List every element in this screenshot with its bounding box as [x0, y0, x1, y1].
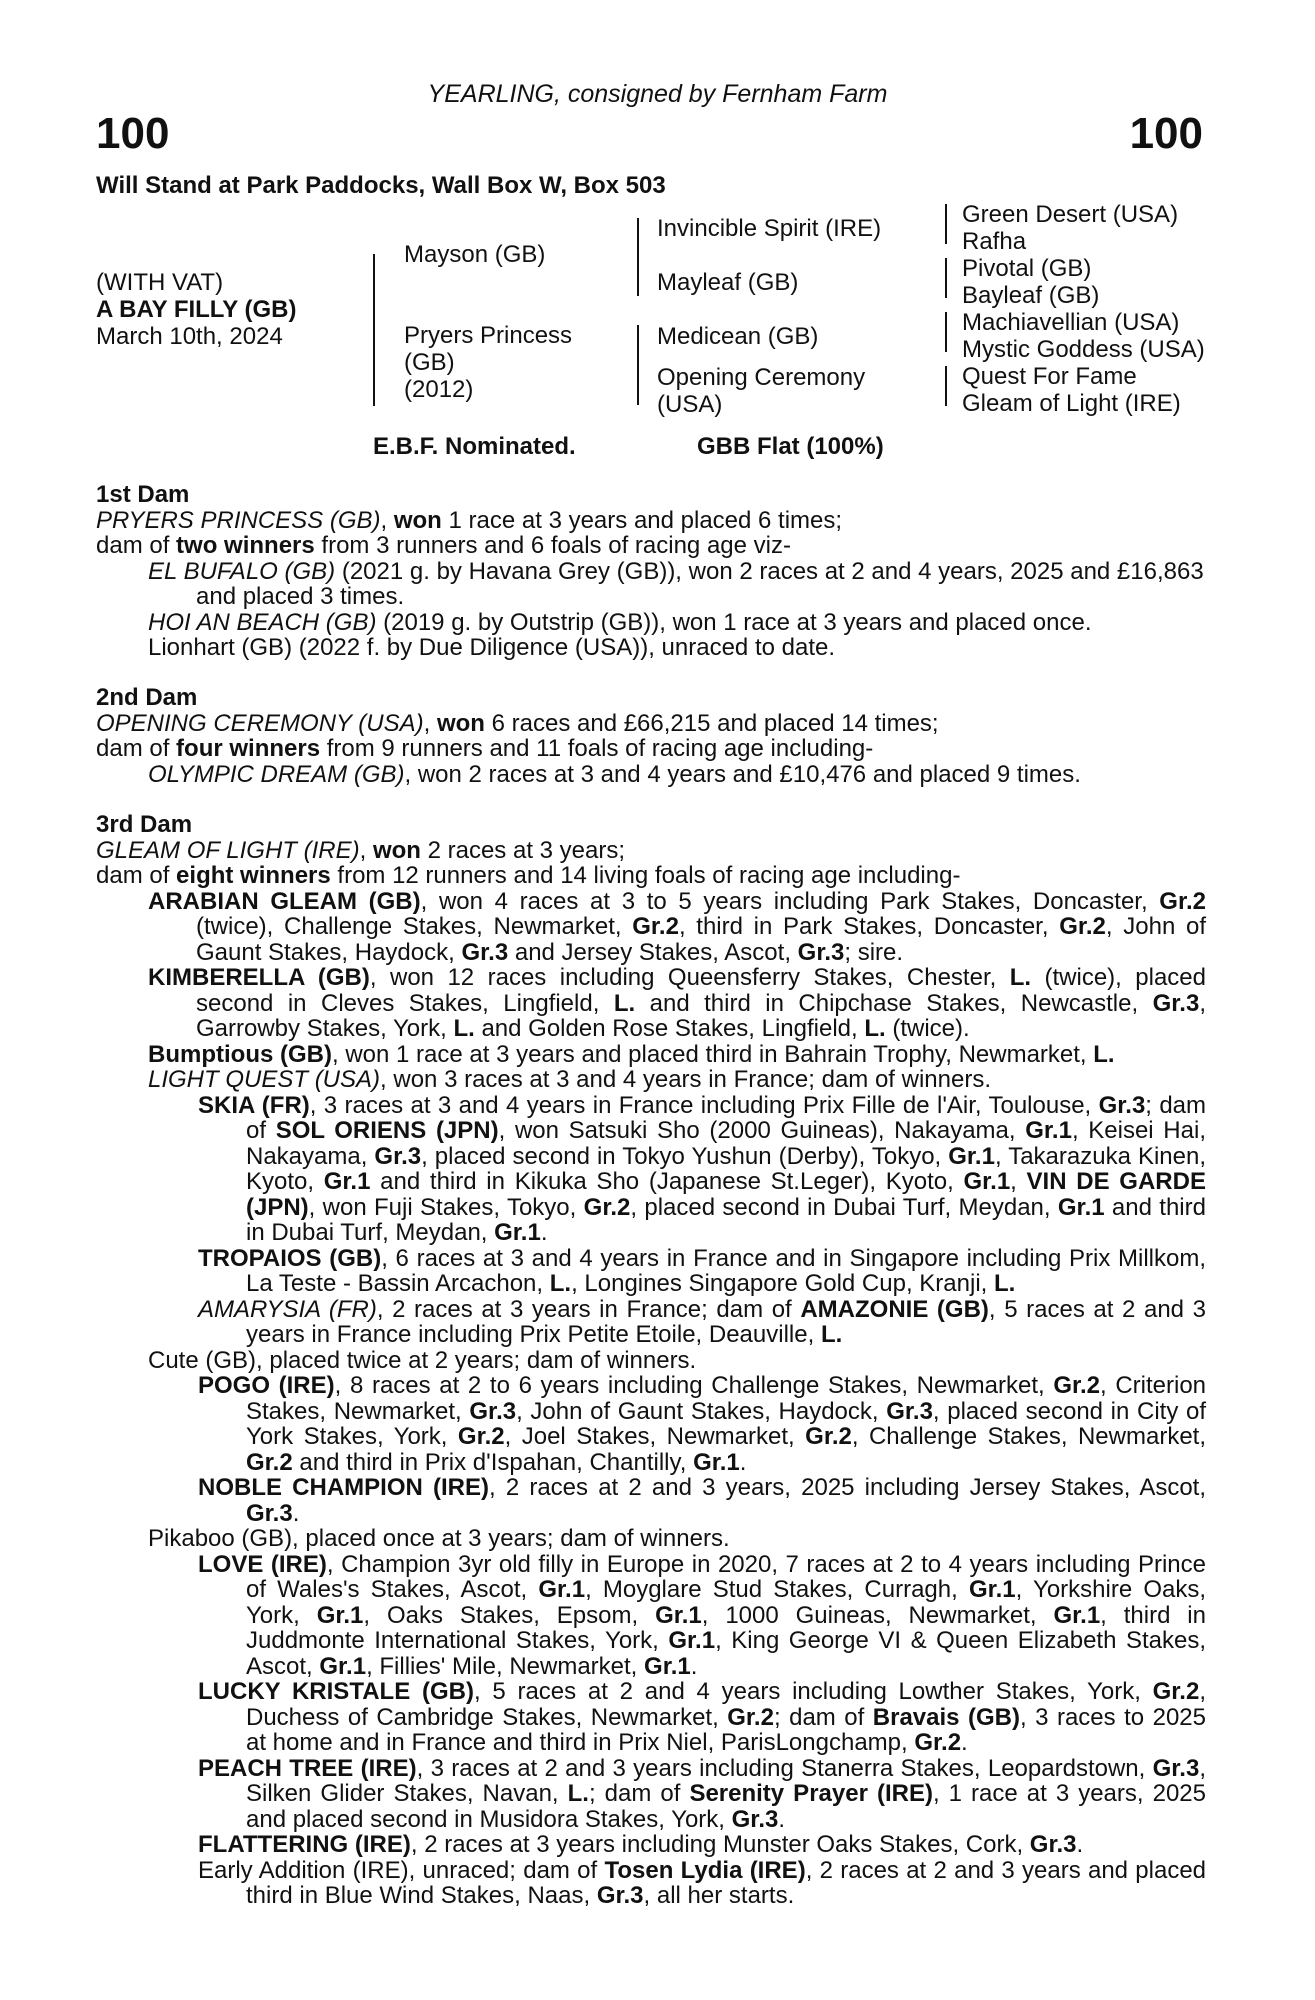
produce-peach-tree: PEACH TREE (IRE), 3 races at 2 and 3 years including Stanerra Stakes, Leopardstown, Gr.3, Silken Glider Stakes, Navan, L.; dam of Serenity Prayer (IRE), 1 race at 3 years, 2025 and placed second in Musidora Stakes, York, Gr.3.: [198, 1754, 1206, 1833]
ebf-nominated: E.B.F. Nominated.: [373, 433, 576, 460]
produce-olympic-dream: OLYMPIC DREAM (GB), won 2 races at 3 and 4 years and £10,476 and placed 9 times.: [148, 760, 1081, 788]
third-dam-section: [96, 812, 1206, 1909]
pedigree-sss: Green Desert (USA): [962, 201, 1179, 228]
first-dam-section: [96, 482, 1206, 661]
pedigree-dam-sire: Medicean (GB): [657, 323, 819, 350]
produce-noble-champion: NOBLE CHAMPION (IRE), 2 races at 2 and 3 years, 2025 including Jersey Stakes, Ascot, Gr.3.: [198, 1474, 1207, 1527]
produce-amarysia: AMARYSIA (FR), 2 races at 3 years in France; dam of AMAZONIE (GB), 5 races at 2 and 3 years in France including Prix Petite Etoile, Deauville, L.: [198, 1295, 1206, 1348]
pedigree-ddd: Gleam of Light (IRE): [962, 390, 1181, 417]
pedigree-brace-sd: [945, 258, 947, 298]
pedigree-brace-dam: [637, 325, 639, 405]
pedigree-brace-gen1: [373, 254, 375, 406]
pedigree-brace-ss: [945, 204, 947, 244]
pedigree-ssd: Rafha: [962, 228, 1027, 255]
first-dam-produce: dam of two winners from 3 runners and 6 foals of racing age viz-: [96, 532, 791, 559]
pedigree-brace-dd: [945, 366, 947, 406]
third-dam-text: GLEAM OF LIGHT (IRE), won 2 races at 3 years;: [96, 836, 626, 864]
pedigree-dam-dam-line2: (USA): [657, 391, 723, 418]
pedigree-dam-line2: (GB): [404, 349, 455, 376]
second-dam-text: OPENING CEREMONY (USA), won 6 races and £66,215 and placed 14 times;: [96, 709, 939, 737]
second-dam-section: [96, 685, 1206, 787]
produce-lionhart: Lionhart (GB) (2022 f. by Due Diligence (USA)), unraced to date.: [148, 634, 835, 661]
pedigree-brace-ds: [945, 312, 947, 352]
pedigree-dsd: Mystic Goddess (USA): [962, 336, 1205, 363]
pedigree-sire-dam: Mayleaf (GB): [657, 269, 799, 296]
produce-love: LOVE (IRE), Champion 3yr old filly in Europe in 2020, 7 races at 2 to 4 years including Prince of Wales's Stakes, Ascot, Gr.1, Moyglare Stud Stakes, Curragh, Gr.1, Yorkshire Oaks, York, Gr.1, Oaks Stakes, Epsom, Gr.1, 1000 Guineas, Newmarket, Gr.1, third in Juddmonte International Stakes, York, Gr.1, King George VI & Queen Elizabeth Stakes, Ascot, Gr.1, Fillies' Mile, Newmarket, Gr.1.: [198, 1550, 1207, 1680]
second-dam-title: 2nd Dam: [96, 684, 198, 711]
pedigree-sire: Mayson (GB): [404, 241, 546, 268]
produce-lucky-kristale: LUCKY KRISTALE (GB), 5 races at 2 and 4 years including Lowther Stakes, York, Gr.2, Duchess of Cambridge Stakes, Newmarket, Gr.2; dam of Bravais (GB), 3 races to 2025 at home and in France and third in Prix Niel, ParisLongchamp, Gr.2.: [198, 1678, 1206, 1756]
pedigree-dam-dam-line1: Opening Ceremony: [657, 364, 866, 391]
horse-name: A BAY FILLY (GB): [96, 296, 297, 323]
first-dam-text: PRYERS PRINCESS (GB), won 1 race at 3 years and placed 6 times;: [96, 506, 843, 534]
lot-number-left: 100: [96, 109, 170, 158]
produce-tropaios: TROPAIOS (GB), 6 races at 3 and 4 years in France and in Singapore including Prix Millkom, La Teste - Bassin Arcachon, L., Longines Singapore Gold Cup, Kranji, L.: [198, 1244, 1206, 1297]
pedigree-dam-line3: (2012): [404, 376, 474, 403]
third-dam-produce: dam of eight winners from 12 runners and 14 living foals of racing age including-: [96, 862, 961, 889]
pedigree-sire-sire: Invincible Spirit (IRE): [657, 215, 882, 242]
produce-pikaboo: Pikaboo (GB), placed once at 3 years; dam of winners.: [148, 1525, 730, 1552]
second-dam-produce: dam of four winners from 9 runners and 11 foals of racing age including-: [96, 735, 874, 762]
vat-note: (WITH VAT): [96, 269, 224, 296]
produce-light-quest: LIGHT QUEST (USA), won 3 races at 3 and 4 years in France; dam of winners.: [148, 1066, 991, 1093]
stand-location: Will Stand at Park Paddocks, Wall Box W, Box 503: [96, 172, 666, 199]
produce-bumptious: Bumptious (GB), won 1 race at 3 years and placed third in Bahrain Trophy, Newmarket, L.: [148, 1040, 1115, 1068]
pedigree-sds: Pivotal (GB): [962, 255, 1092, 282]
produce-hoi-an-beach: HOI AN BEACH (GB) (2019 g. by Outstrip (GB)), won 1 race at 3 years and placed once.: [148, 608, 1092, 636]
pedigree-dam-line1: Pryers Princess: [404, 322, 573, 349]
consignment-line: YEARLING, consigned by Fernham Farm: [427, 80, 888, 108]
pedigree-sdd: Bayleaf (GB): [962, 282, 1100, 309]
produce-el-bufalo: EL BUFALO (GB) (2021 g. by Havana Grey (GB)), won 2 races at 2 and 4 years, 2025 and £16,863 and placed 3 times.: [148, 557, 1204, 610]
pedigree-dss: Machiavellian (USA): [962, 309, 1180, 336]
pedigree-brace-sire: [637, 218, 639, 296]
third-dam-title: 3rd Dam: [96, 811, 193, 838]
horse-dob: March 10th, 2024: [96, 323, 283, 350]
produce-flattering: FLATTERING (IRE), 2 races at 3 years including Munster Oaks Stakes, Cork, Gr.3.: [198, 1831, 1084, 1858]
produce-pogo: POGO (IRE), 8 races at 2 to 6 years including Challenge Stakes, Newmarket, Gr.2, Criterion Stakes, Newmarket, Gr.3, John of Gaunt Stakes, Haydock, Gr.3, placed second in City of York Stakes, York, Gr.2, Joel Stakes, Newmarket, Gr.2, Challenge Stakes, Newmarket, Gr.2 and third in Prix d'Ispahan, Chantilly, Gr.1.: [198, 1372, 1207, 1476]
produce-early-addition: Early Addition (IRE), unraced; dam of Tosen Lydia (IRE), 2 races at 2 and 3 years and placed third in Blue Wind Stakes, Naas, Gr.3, all her starts.: [198, 1856, 1207, 1909]
lot-number-right: 100: [1129, 109, 1203, 158]
first-dam-title: 1st Dam: [96, 481, 190, 508]
gbb-flat: GBB Flat (100%): [697, 433, 884, 460]
produce-cute: Cute (GB), placed twice at 2 years; dam of winners.: [148, 1346, 697, 1374]
produce-arabian-gleam: ARABIAN GLEAM (GB), won 4 races at 3 to 5 years including Park Stakes, Doncaster, Gr.2 (twice), Challenge Stakes, Newmarket, Gr.2, third in Park Stakes, Doncaster, Gr.2, John of Gaunt Stakes, Haydock, Gr.3 and Jersey Stakes, Ascot, Gr.3; sire.: [148, 887, 1207, 966]
produce-kimberella: KIMBERELLA (GB), won 12 races including Queensferry Stakes, Chester, L. (twice), placed second in Cleves Stakes, Lingfield, L. and third in Chipchase Stakes, Newcastle, Gr.3, Garrowby Stakes, York, L. and Golden Rose Stakes, Lingfield, L. (twice).: [148, 964, 1207, 1042]
produce-skia: SKIA (FR), 3 races at 3 and 4 years in France including Prix Fille de l'Air, Toulouse, Gr.3; dam of SOL ORIENS (JPN), won Satsuki Sho (2000 Guineas), Nakayama, Gr.1, Keisei Hai, Nakayama, Gr.3, placed second in Tokyo Yushun (Derby), Tokyo, Gr.1, Takarazuka Kinen, Kyoto, Gr.1 and third in Kikuka Sho (Japanese St.Leger), Kyoto, Gr.1, VIN DE GARDE (JPN), won Fuji Stakes, Tokyo, Gr.2, placed second in Dubai Turf, Meydan, Gr.1 and third in Dubai Turf, Meydan, Gr.1.: [198, 1091, 1207, 1246]
pedigree-dds: Quest For Fame: [962, 363, 1137, 390]
